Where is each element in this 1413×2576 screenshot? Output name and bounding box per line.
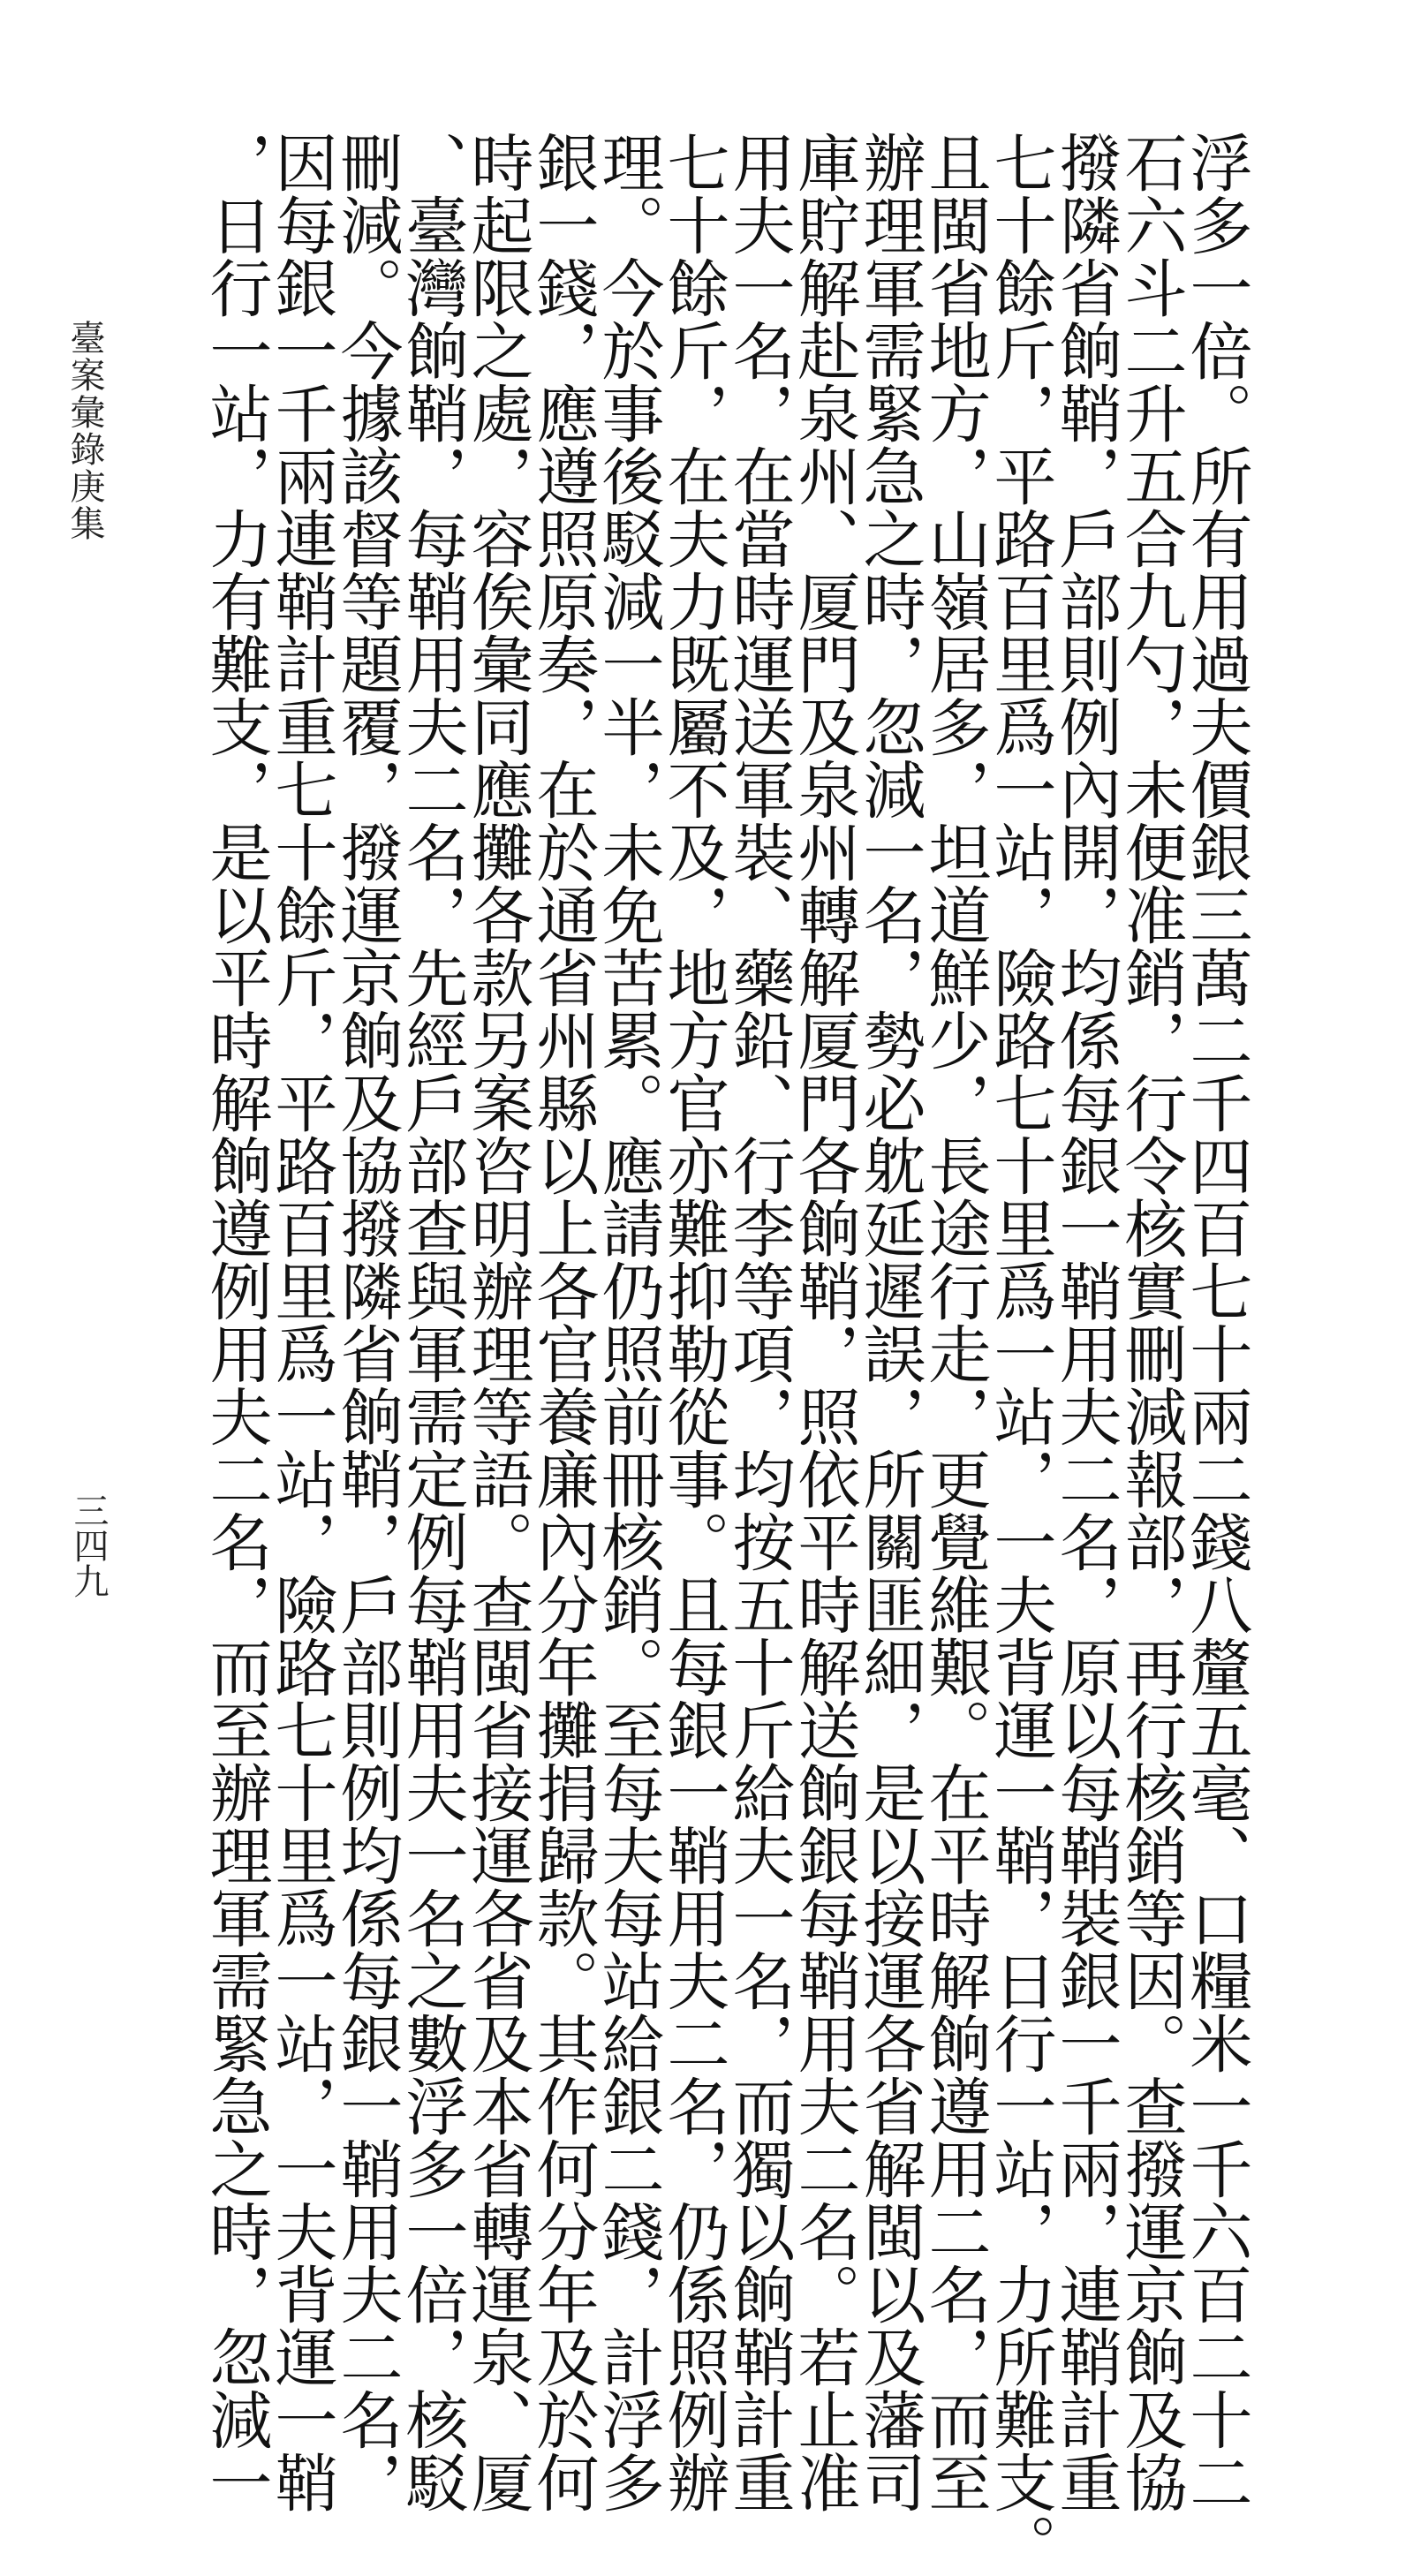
text-line-15: 因每銀一千兩連鞘計重七十餘斤，平路百里爲一站，險路七十里爲一站，一夫背運一鞘 <box>265 131 338 2513</box>
main-text <box>200 131 1253 2576</box>
text-line-2: 石六斗二升五合九勺，未便准銷，行令核實刪減報部，再行核銷等因。查撥運京餉及協 <box>1115 131 1188 2513</box>
text-line-6: 辦理軍需緊急之時，忽減一名，勢必躭延遲誤，所關匪細，是以接運各省解閩以及藩司 <box>853 131 926 2513</box>
text-line-10: 理。今於事後駁減一半，未免苦累。應請仍照前冊核銷。至每夫每站給銀二錢，計浮多 <box>592 131 665 2513</box>
running-head: 臺案彙錄庚集 <box>64 320 105 542</box>
text-line-16: ，日行一站，力有難支，是以平時解餉遵例用夫二名，而至辦理軍需緊急之時，忽減一 <box>200 131 273 2513</box>
page-number: 三四九 <box>68 1492 109 1598</box>
text-line-13: 、臺灣餉鞘，每鞘用夫二名，先經戶部查與軍需定例每鞘用夫一名之數浮多一倍，核駁 <box>396 131 469 2513</box>
text-line-1: 浮多一倍。所有用過夫價銀三萬二千四百七十兩二錢八釐五毫、口糧米一千六百二十二 <box>1180 131 1253 2513</box>
text-line-8: 用夫一名，在當時運送軍裝、藥鉛、行李等項，均按五十斤給夫一名，而獨以餉鞘計重 <box>722 131 796 2513</box>
text-line-4: 七十餘斤，平路百里爲一站，險路七十里爲一站，一夫背運一鞘，日行一站，力所難支。 <box>984 131 1057 2576</box>
text-line-3: 撥隣省餉鞘，戶部則例內開，均係每銀一鞘用夫二名，原以每鞘裝銀一千兩，連鞘計重 <box>1049 131 1122 2513</box>
text-line-12: 時起限之處，容俟彙同應攤各款另案咨明辦理等語。查閩省接運各省及本省轉運泉、厦 <box>461 131 534 2513</box>
text-line-11: 銀一錢，應遵照原奏，在於通省州縣以上各官養廉內分年攤捐歸款。其作何分年及於何 <box>526 131 600 2513</box>
text-line-7: 庫貯解赴泉州、厦門及泉州轉解厦門各餉鞘，照依平時解送餉銀每鞘用夫二名。若止准 <box>788 131 861 2513</box>
text-line-14: 刪減。今據該督等題覆，撥運京餉及協撥隣省餉鞘，戶部則例均係每銀一鞘用夫二名， <box>330 131 404 2513</box>
text-line-5: 且閩省地方，山嶺居多，坦道鮮少，長途行走，更覺維艱。在平時解餉遵用二名，而至 <box>918 131 992 2513</box>
text-line-9: 七十餘斤，在夫力既屬不及，地方官亦難抑勒從事。且每銀一鞘用夫二名，仍係照例辦 <box>657 131 730 2513</box>
